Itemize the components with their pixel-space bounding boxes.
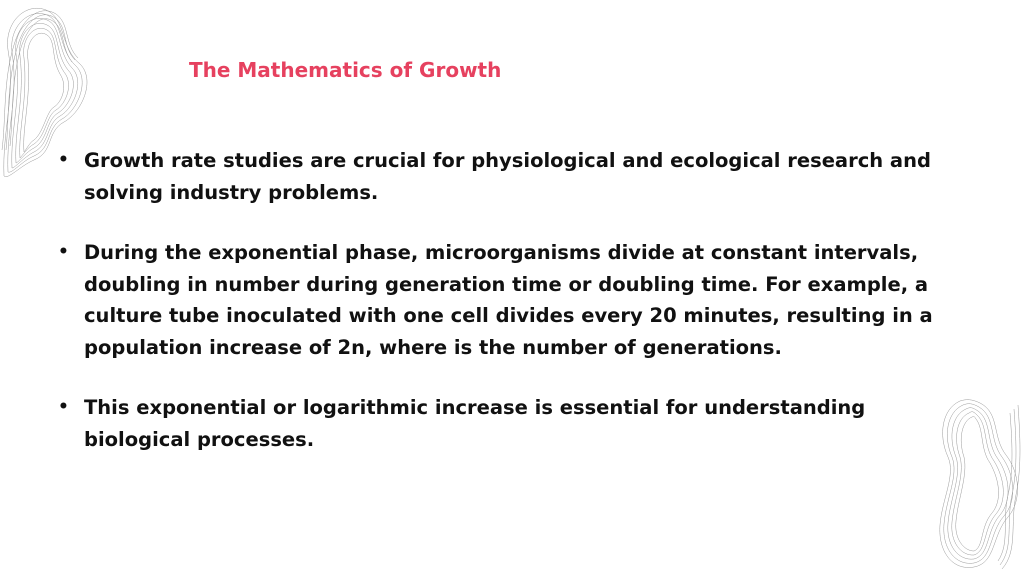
bullet-item-exponential-phase <box>58 237 978 363</box>
bullet-dot-icon: • <box>58 397 69 417</box>
slide-title: The Mathematics of Growth <box>189 58 502 82</box>
bullet-text: During the exponential phase, microorganisms divide at constant intervals, doubling in number during generation time or doubling time. For example, a culture tube inoculated with one cell divides every 20 minutes, resulting in a population increase of 2n, where is the number of generations. <box>84 241 933 359</box>
bullet-dot-icon: • <box>58 242 69 262</box>
bullet-text: Growth rate studies are crucial for physiological and ecological research and solving industry problems. <box>84 149 931 204</box>
bullet-text: This exponential or logarithmic increase is essential for understanding biological processes. <box>84 396 866 451</box>
bullet-item-exponential-increase <box>58 392 978 455</box>
bullet-dot-icon: • <box>58 150 69 170</box>
bullet-item-growth-rate-studies <box>58 145 978 208</box>
bullet-list <box>58 145 978 455</box>
